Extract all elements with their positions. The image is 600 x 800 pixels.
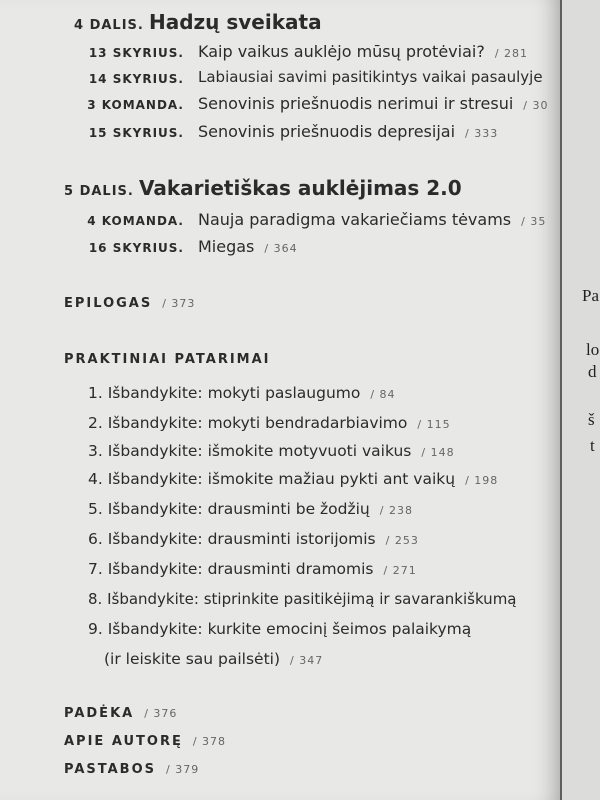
toc-entry — [74, 122, 554, 146]
facing-page — [562, 0, 600, 800]
tip-page: / 115 — [417, 418, 451, 431]
tip-text: 6. Išbandykite: drausminti istorijomis — [88, 530, 376, 548]
facing-page-fragment: Pa — [582, 286, 599, 305]
tip-page: / 238 — [379, 504, 413, 517]
section-page: / 376 — [144, 707, 178, 720]
tip-item — [88, 500, 413, 518]
toc-entry — [74, 68, 554, 92]
section-title: EPILOGAS — [64, 296, 153, 311]
entry-label: 14 SKYRIUS. — [88, 72, 184, 86]
toc-entry — [74, 94, 554, 118]
entry-title: Labiausiai savimi pasitikintys vaikai pasaulyje — [198, 68, 543, 86]
section-page: / 378 — [192, 735, 227, 748]
tip-text: 4. Išbandykite: išmokite mažiau pykti ant vaikų — [88, 470, 456, 488]
part-5-heading — [64, 176, 462, 200]
entry-title: Kaip vaikus auklėjo mūsų protėviai? — [198, 42, 485, 61]
tip-item — [88, 560, 417, 578]
tips-heading: PRAKTINIAI PATARIMAI — [64, 352, 271, 367]
entry-page: / 281 — [494, 47, 529, 60]
tip-text: 1. Išbandykite: mokyti paslaugumo — [88, 384, 361, 402]
tip-item — [88, 442, 455, 460]
entry-title: Senovinis priešnuodis nerimui ir stresui — [198, 94, 514, 113]
section-page: / 379 — [166, 763, 200, 776]
tip-page: / 198 — [465, 474, 499, 487]
part-4-heading — [74, 10, 322, 34]
part-label: 4 DALIS. — [74, 18, 144, 33]
tip-item — [88, 414, 451, 432]
tip-page: / 84 — [370, 388, 396, 401]
part-title: Hadzų sveikata — [148, 10, 322, 34]
tip-text: (ir leiskite sau pailsėti) — [104, 650, 281, 668]
entry-label: 13 SKYRIUS. — [88, 46, 184, 60]
tip-item — [88, 590, 527, 608]
part-title: Vakarietiškas auklėjimas 2.0 — [138, 176, 462, 200]
tip-text: 5. Išbandykite: drausminti be žodžių — [88, 500, 370, 518]
tip-item — [88, 384, 396, 402]
facing-page-fragment: š — [588, 410, 595, 429]
tip-page: / 271 — [383, 564, 417, 577]
entry-page: / 333 — [465, 127, 499, 140]
facing-page-fragment: lo — [586, 340, 600, 359]
tip-page: / 347 — [290, 654, 324, 667]
tip-item-continuation — [104, 650, 323, 668]
section-title: PADĖKA — [64, 706, 135, 721]
entry-label: 3 KOMANDA. — [87, 98, 184, 112]
tip-page: / 253 — [385, 534, 419, 547]
back-matter-entry — [64, 762, 199, 777]
tip-item — [88, 470, 498, 488]
toc-entry — [74, 42, 554, 66]
entry-page: / 30 — [523, 99, 549, 112]
facing-page-fragment: d — [588, 362, 597, 381]
entry-title: Nauja paradigma vakariečiams tėvams — [198, 210, 512, 229]
entry-label: 4 KOMANDA. — [87, 214, 184, 228]
back-matter-entry — [64, 706, 177, 721]
tip-page: / 148 — [421, 446, 455, 459]
tip-item — [88, 620, 481, 638]
entry-label: 15 SKYRIUS. — [88, 126, 184, 140]
entry-title: Miegas — [198, 237, 255, 256]
tip-text: 7. Išbandykite: drausminti dramomis — [88, 560, 374, 578]
entry-page: / 364 — [264, 242, 298, 255]
tip-text: 3. Išbandykite: išmokite motyvuoti vaikus — [88, 442, 412, 460]
entry-page: / 35 — [521, 215, 547, 228]
section-title: APIE AUTORĘ — [64, 734, 183, 749]
section-title: PASTABOS — [64, 762, 157, 777]
entry-label: 16 SKYRIUS. — [88, 241, 184, 255]
tip-text: 9. Išbandykite: kurkite emocinį šeimos palaikymą — [88, 620, 472, 638]
tip-text: 8. Išbandykite: stiprinkite pasitikėjimą ir savarankiškumą — [88, 590, 517, 608]
tip-text: 2. Išbandykite: mokyti bendradarbiavimo — [88, 414, 408, 432]
toc-entry — [74, 210, 554, 234]
toc-entry — [74, 237, 554, 261]
epilogue-entry — [64, 296, 195, 311]
facing-page-fragment: t — [590, 436, 595, 455]
tip-item — [88, 530, 419, 548]
part-label: 5 DALIS. — [64, 184, 134, 199]
back-matter-entry — [64, 734, 226, 749]
entry-title: Senovinis priešnuodis depresijai — [198, 122, 456, 141]
section-page: / 373 — [162, 297, 196, 310]
